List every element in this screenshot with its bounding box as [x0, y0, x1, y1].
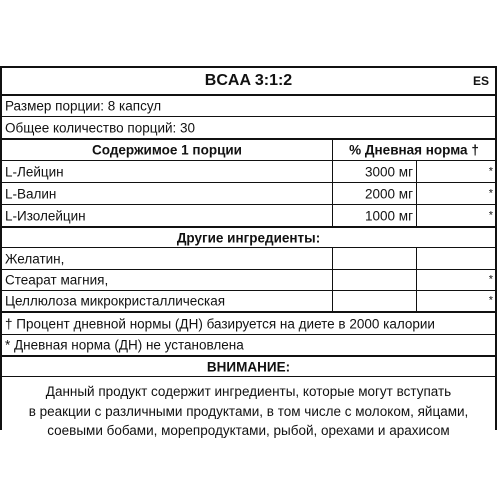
list-item: [2, 270, 495, 291]
supplement-facts-label: [0, 66, 497, 438]
warning-line: в реакции с различными продуктами, в том числе с молоком, яйцами,: [28, 404, 469, 419]
table-row: [2, 161, 495, 183]
ingredient-name: L-Изолейцин: [5, 207, 86, 223]
other-ingredients-header-row: [2, 228, 495, 248]
other-ingredient-name: Стеарат магния,: [5, 272, 109, 288]
ingredient-amount: 2000 мг: [365, 185, 413, 201]
ingredient-name: L-Лейцин: [5, 163, 64, 179]
table-header-row: [2, 140, 495, 161]
warning-line: Данный продукт содержит ингредиенты, которые могут вступать: [45, 384, 452, 399]
warning-line: соевыми бобами, морепродуктами, рыбой, орехами и арахисом: [47, 423, 450, 438]
product-code: ES: [472, 74, 489, 88]
title-row: [2, 68, 495, 96]
warning-title: ВНИМАНИЕ:: [206, 358, 291, 374]
ingredient-name: L-Валин: [5, 185, 57, 201]
list-item: [2, 248, 495, 270]
serving-size-row: [2, 96, 495, 117]
warning-title-row: [2, 357, 495, 377]
ingredient-amount: 1000 мг: [365, 207, 413, 223]
table-row: [2, 183, 495, 205]
other-ingredient-name: Желатин,: [5, 250, 65, 266]
product-title: BCAA 3:1:2: [204, 72, 293, 89]
warning-text: [2, 377, 495, 438]
ingredient-amount: 3000 мг: [365, 163, 413, 179]
footnote-na: * Дневная норма (ДН) не установлена: [5, 337, 244, 353]
servings-total: Общее количество порций: 30: [5, 119, 196, 135]
footnote-dv-row: [2, 313, 495, 335]
serving-size: Размер порции: 8 капсул: [5, 98, 162, 114]
other-ingredient-dv: *: [488, 294, 493, 307]
footnote-na-row: [2, 335, 495, 357]
other-ingredient-name: Целлюлоза микрокристаллическая: [5, 293, 226, 309]
servings-total-row: [2, 117, 495, 140]
table-row: [2, 205, 495, 228]
footnote-dv: † Процент дневной нормы (ДН) базируется на диете в 2000 калории: [5, 315, 435, 331]
other-ingredient-dv: *: [488, 273, 493, 286]
ingredient-dv: *: [488, 187, 493, 199]
ingredient-dv: *: [488, 165, 493, 177]
other-ingredients-title: Другие ингредиенты:: [176, 229, 321, 245]
ingredient-dv: *: [488, 209, 493, 221]
header-dv: % Дневная норма †: [349, 142, 479, 158]
list-item: [2, 291, 495, 313]
header-content: Содержимое 1 порции: [92, 142, 242, 158]
